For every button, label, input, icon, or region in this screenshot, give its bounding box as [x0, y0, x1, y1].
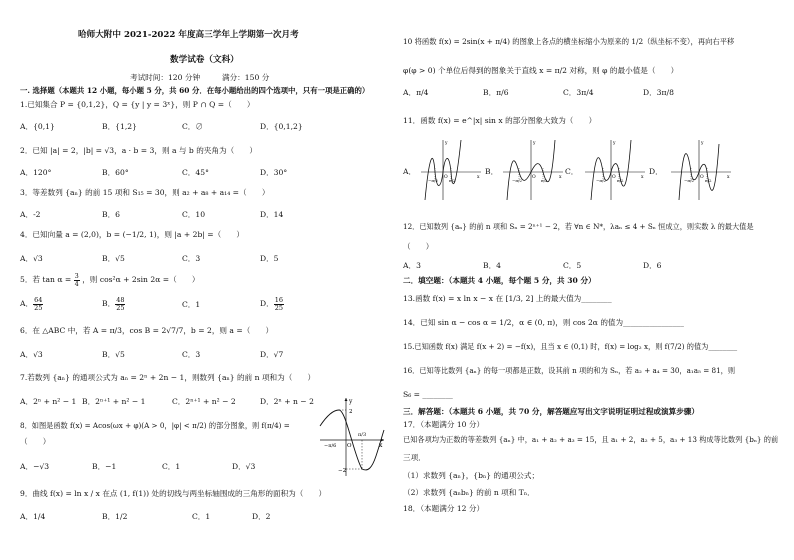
- q11b-tick1: −π/2: [512, 178, 522, 183]
- q4-option-d[interactable]: D．5: [260, 254, 279, 263]
- q5-b-frac: [115, 297, 125, 311]
- q5-a-den: 25: [34, 303, 43, 312]
- q8-option-a[interactable]: A．−√3: [20, 462, 50, 471]
- q11-stem: 11．函数 f(x) = e^|x| sin x 的部分图象大致为（ ）: [403, 116, 597, 125]
- section1-heading: 一. 选择题（本题共 12 小题，每小题 5 分，共 60 分．在每小题给出的四个选项中，只有一项是正确的）: [20, 86, 370, 95]
- q1-stem: 1.已知集合 P = {0,1,2}，Q = {y | y = 3ˣ}，则 P ∩ Q =（ ）: [20, 100, 255, 109]
- graph-bottom-value: −2: [338, 468, 347, 474]
- graph-tick-pos: π/3: [358, 432, 367, 438]
- q5-d-label: D．: [260, 299, 274, 308]
- q5-a-label: A．: [20, 299, 34, 308]
- section3-heading: 三．解答题：（本题共 6 小题，共 70 分，解答题应写出文字说明证明过程或演算步骤）: [403, 407, 699, 416]
- q5-option-d[interactable]: [260, 297, 284, 311]
- q10-stem-line2: φ(φ > 0) 个单位后得到的图象关于直线 x = π/2 对称，则 φ 的最小值是（ ）: [403, 66, 679, 75]
- q11a-tick1: −π/2: [428, 178, 438, 183]
- q5-option-a[interactable]: [20, 297, 43, 311]
- q11d-y: y: [701, 141, 704, 146]
- q2-stem: 2．已知 |a| = 2，|b| = √3，a · b = 3，则 a 与 b 的夹角为（ ）: [20, 146, 257, 155]
- q11c-y: y: [613, 141, 616, 146]
- q11-option-b[interactable]: B．: [485, 167, 499, 176]
- q18-head: 18．（本题满分 12 分）: [403, 504, 485, 513]
- graph-top-value: 2: [349, 409, 353, 415]
- q11d-tick1: −π/2: [684, 178, 694, 183]
- q17-line1: 已知各项均为正数的等差数列 {aₙ} 中，a₁ + a₂ + a₃ = 15，且 a₁ + 2，a₂ + 5，a₃ + 13 构成等比数列 {bₙ} 的前: [403, 435, 779, 444]
- q17-part2: （2）求数列 {aₙbₙ} 的前 n 项和 Tₙ．: [403, 488, 535, 497]
- q15-stem: 15.已知函数 f(x) 满足 f(x + 2) = −f(x)，且当 x ∈ (0,1) 时，f(x) = log₂ x，则 f(7/2) 的值为________: [403, 342, 738, 351]
- q11b-tick2: π/2: [541, 178, 548, 183]
- q11a-y: y: [445, 141, 448, 146]
- q1-option-d[interactable]: D．{0,1,2}: [260, 122, 303, 131]
- q5-a-frac: [33, 297, 43, 311]
- q4-option-a[interactable]: A．√3: [20, 254, 43, 263]
- q2-option-a[interactable]: A．120°: [20, 168, 52, 177]
- q1-option-c[interactable]: C．∅: [182, 122, 203, 131]
- q5-stem-pre: 5．若 tan α =: [20, 275, 72, 284]
- q11d-o: O: [700, 175, 704, 180]
- graph-x-label: x: [379, 442, 383, 449]
- q11a-x: x: [477, 175, 480, 180]
- q8-stem-line2: （ ）: [20, 437, 51, 446]
- q8-cosine-graph: [316, 396, 386, 478]
- q6-stem: 6．在 △ABC 中，若 A = π/3，cos B = 2√7/7，b = 2，则 a =（ ）: [20, 326, 274, 335]
- exam-time: 考试时间：120 分钟: [130, 73, 201, 82]
- q14-stem: 14．已知 sin α − cos α = 1/2，α ∈ (0, π)，则 cos 2α 的值为________________: [403, 318, 684, 327]
- q5-a-num: 64: [34, 296, 43, 304]
- q6-option-c[interactable]: C．3: [182, 350, 201, 359]
- exam-title: 哈师大附中 2021-2022 年度高三学年上学期第一次月考: [78, 30, 299, 40]
- q6-option-b[interactable]: B．√5: [102, 350, 125, 359]
- q5-b-den: 25: [116, 303, 125, 312]
- q10-option-a[interactable]: A．π/4: [403, 88, 429, 97]
- q6-option-d[interactable]: D．√7: [260, 350, 284, 359]
- q7-option-b[interactable]: B．2ⁿ⁺¹ + n² − 1: [82, 397, 146, 406]
- q4-stem: 4．已知向量 a = (2,0)，b = (−1/2, 1)，则 |a + 2b| =（ ）: [20, 230, 245, 239]
- q12-option-b[interactable]: B．4: [483, 261, 502, 270]
- q1-option-b[interactable]: B．{1,2}: [102, 122, 137, 131]
- q4-option-c[interactable]: C．3: [182, 254, 201, 263]
- q9-option-d[interactable]: D．2: [252, 512, 271, 521]
- q2-option-c[interactable]: C．45°: [182, 168, 209, 177]
- q7-option-d[interactable]: D．2ⁿ + n − 2: [260, 397, 314, 406]
- q3-option-a[interactable]: A．-2: [20, 210, 41, 219]
- q4-option-b[interactable]: B．√5: [102, 254, 125, 263]
- q5-stem: [20, 273, 199, 287]
- q12-stem-line2: （ ）: [403, 242, 434, 251]
- q5-stem-post: ，则 cos²α + 2sin 2α =（ ）: [82, 275, 200, 284]
- q5-d-frac: [274, 297, 284, 311]
- q12-option-a[interactable]: A．3: [403, 261, 421, 270]
- q7-option-a[interactable]: A．2ⁿ + n² − 1: [20, 397, 77, 406]
- q5-b-num: 48: [116, 296, 125, 304]
- q5-d-den: 25: [274, 303, 283, 312]
- q5-fraction: [74, 273, 80, 287]
- graph-origin-label: O: [347, 443, 352, 449]
- q5-frac-den: 4: [74, 279, 79, 288]
- q12-option-c[interactable]: C．5: [563, 261, 582, 270]
- q11-option-c[interactable]: C．: [565, 167, 579, 176]
- q7-stem: 7.若数列 {aₙ} 的通项公式为 aₙ = 2ⁿ + 2n − 1，则数列 {aₙ} 的前 n 项和为（ ）: [20, 373, 316, 382]
- q11d-tick2: π/2: [705, 178, 712, 183]
- q9-option-a[interactable]: A．1/4: [20, 512, 46, 521]
- q11b-x: x: [559, 175, 562, 180]
- q11-option-d[interactable]: D．: [649, 167, 663, 176]
- q17-part1: （1）求数列 {aₙ}，{bₙ} 的通项公式；: [403, 471, 540, 480]
- q12-option-d[interactable]: D．6: [643, 261, 662, 270]
- q13-stem: 13.函数 f(x) = x ln x − x 在 [1/3, 2] 上的最大值为________: [403, 294, 612, 303]
- q11c-tick2: π/2: [617, 178, 624, 183]
- q9-option-c[interactable]: C．1: [192, 512, 211, 521]
- q3-option-b[interactable]: B．6: [102, 210, 121, 219]
- q2-option-b[interactable]: B．60°: [102, 168, 129, 177]
- q11-graph-b: [501, 138, 565, 202]
- q8-option-c[interactable]: C．1: [162, 462, 181, 471]
- q17-line2: 三项．: [403, 453, 426, 462]
- q3-stem: 3．等差数列 {aₙ} 的前 15 项和 S₁₅ = 30，则 a₂ + a₈ + a₁₄ =（ ）: [20, 188, 270, 197]
- section2-heading: 二．填空题：（本题共 4 小题，每个题 5 分，共 30 分）: [403, 276, 596, 285]
- q11a-o: O: [444, 175, 448, 180]
- q11-graph-d: [669, 138, 733, 202]
- graph-y-arrow: [345, 398, 348, 401]
- q11c-o: O: [612, 175, 616, 180]
- q9-option-b[interactable]: B．1/2: [102, 512, 128, 521]
- q10-option-c[interactable]: C．3π/4: [563, 88, 594, 97]
- q9-stem: 9．曲线 f(x) = ln x / x 在点 (1, f(1)) 处的切线与两坐标轴围成的三角形的面积为（ ）: [20, 489, 327, 498]
- q11c-x: x: [641, 175, 644, 180]
- q11b-o: O: [532, 175, 536, 180]
- exam-score: 满分：150 分: [222, 73, 270, 82]
- q11c-tick1: −π/2: [596, 178, 606, 183]
- q7-option-c[interactable]: C．2ⁿ⁺¹ + n² − 2: [172, 397, 236, 406]
- q16-stem-line1: 16．已知等比数列 {aₙ} 的每一项都是正数，设其前 n 项的和为 Sₙ，若 a₂ + a₄ = 30，a₁a₅ = 81，则: [403, 366, 736, 375]
- q5-b-label: B．: [102, 299, 116, 308]
- q3-option-d[interactable]: D．14: [260, 210, 284, 219]
- q8-option-d[interactable]: D．√3: [232, 462, 256, 471]
- q10-stem-line1: 10 将函数 f(x) = 2sin(x + π/4) 的图象上各点的横坐标缩小为原来的 1/2（纵坐标不变），再向右平移: [403, 37, 735, 46]
- graph-tick-neg: −π/6: [324, 443, 337, 449]
- q11d-x: x: [727, 175, 730, 180]
- q11a-tick2: π/2: [449, 178, 456, 183]
- q3-option-c[interactable]: C．10: [182, 210, 206, 219]
- q10-option-b[interactable]: B．π/6: [483, 88, 509, 97]
- q11-option-a[interactable]: A．: [403, 167, 417, 176]
- q1-option-a[interactable]: A．{0,1}: [20, 122, 55, 131]
- q11-graph-a: [419, 138, 483, 202]
- q5-option-b[interactable]: [102, 297, 125, 311]
- q5-d-num: 16: [274, 296, 283, 304]
- q10-option-d[interactable]: D．3π/8: [643, 88, 674, 97]
- q6-option-a[interactable]: A．√3: [20, 350, 43, 359]
- exam-subtitle: 数学试卷（文科）: [170, 55, 239, 65]
- q5-frac-num: 3: [74, 272, 79, 280]
- q5-option-c[interactable]: C．1: [182, 300, 201, 309]
- q11-graph-c: [583, 138, 647, 202]
- q2-option-d[interactable]: D．30°: [260, 168, 288, 177]
- q17-head: 17．（本题满分 10 分）: [403, 420, 485, 429]
- q8-option-b[interactable]: B．−1: [92, 462, 117, 471]
- graph-y-label: y: [349, 398, 353, 405]
- q12-stem-line1: 12．已知数列 {aₙ} 的前 n 项和 Sₙ = 2ⁿ⁺¹ − 2，若 ∀n ∈ N*，λaₙ ≤ 4 + Sₙ 恒成立，则实数 λ 的最大值是: [403, 222, 754, 231]
- q11b-y: y: [533, 141, 536, 146]
- q16-stem-line2: S₆ = ________: [403, 390, 453, 399]
- q8-stem-line1: 8．如图是函数 f(x) = Acos(ωx + φ)(A > 0，|φ| < π/2) 的部分图象，则 f(π/4) =: [20, 421, 290, 430]
